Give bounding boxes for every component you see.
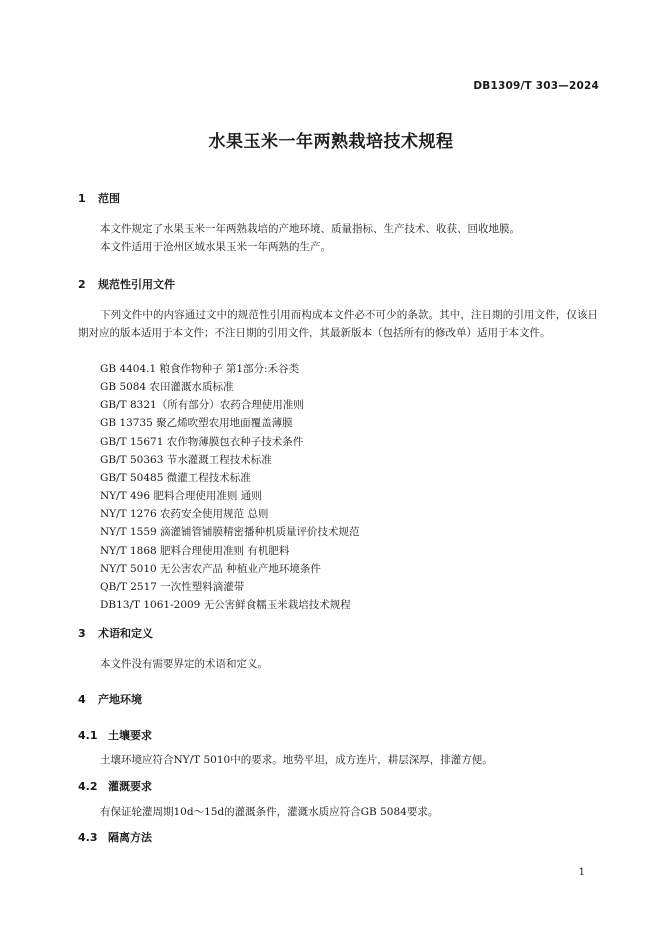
scope-paragraph-1: 本文件规定了水果玉米一年两熟栽培的产地环境、质量指标、生产技术、收获、回收地膜。	[100, 223, 520, 235]
reference-item: DB13/T 1061-2009 无公害鲜食糯玉米栽培技术规程	[100, 599, 351, 612]
section-title: 规范性引用文件	[98, 278, 175, 291]
section-title: 范围	[98, 192, 120, 205]
subsection-number: 4.2	[78, 780, 98, 793]
section-number: 4	[78, 693, 86, 706]
subsection-title: 灌溉要求	[108, 780, 152, 793]
reference-item: GB/T 50363 节水灌溉工程技术标准	[100, 453, 272, 466]
subsection-title: 土壤要求	[108, 729, 152, 742]
subsection-number: 4.3	[78, 831, 98, 844]
terms-paragraph: 本文件没有需要界定的术语和定义。	[100, 658, 268, 670]
section-heading-scope	[78, 190, 120, 206]
section-number: 1	[78, 192, 86, 205]
subsection-number: 4.1	[78, 729, 98, 742]
irrigation-paragraph: 有保证轮灌周期10d～15d的灌溉条件，灌溉水质应符合GB 5084要求。	[100, 806, 439, 818]
reference-item: GB 13735 聚乙烯吹塑农用地面覆盖薄膜	[100, 417, 293, 430]
section-number: 2	[78, 278, 86, 291]
subsection-heading-irrigation	[78, 778, 152, 794]
section-heading-references	[78, 276, 175, 292]
soil-paragraph: 土壤环境应符合NY/T 5010中的要求。地势平坦，成方连片，耕层深厚，排灌方便。	[100, 754, 493, 766]
reference-item: GB 5084 农田灌溉水质标准	[100, 381, 234, 394]
document-title: 水果玉米一年两熟栽培技术规程	[208, 132, 454, 152]
references-intro: 下列文件中的内容通过文中的规范性引用而构成本文件必不可少的条款。其中，注日期的引用文件，仅该日期对应的版本适用于本文件；不注日期的引用文件，其最新版本（包括所有的修改单）适用于本文件。	[78, 309, 598, 339]
section-number: 3	[78, 627, 86, 640]
reference-item: GB 4404.1 粮食作物种子 第1部分:禾谷类	[100, 363, 300, 375]
reference-item: NY/T 1276 农药安全使用规范 总则	[100, 508, 269, 521]
reference-item: NY/T 1559 滴灌铺管铺膜精密播种机质量评价技术规范	[100, 526, 360, 539]
section-heading-environment	[78, 691, 142, 707]
standard-code: DB1309/T 303—2024	[473, 80, 599, 92]
subsection-heading-isolation	[78, 829, 152, 845]
reference-list	[100, 360, 360, 614]
reference-item: GB/T 8321（所有部分）农药合理使用准则	[100, 399, 304, 412]
reference-item: NY/T 496 肥料合理使用准则 通则	[100, 490, 262, 503]
reference-item: NY/T 5010 无公害农产品 种植业产地环境条件	[100, 562, 321, 575]
reference-item: NY/T 1868 肥料合理使用准则 有机肥料	[100, 544, 290, 557]
scope-paragraph-2: 本文件适用于沧州区域水果玉米一年两熟的生产。	[100, 241, 331, 253]
section-title: 术语和定义	[98, 627, 153, 640]
section-heading-terms	[78, 625, 153, 641]
subsection-title: 隔离方法	[108, 831, 152, 844]
subsection-heading-soil	[78, 727, 152, 743]
page-number: 1	[578, 867, 585, 878]
section-title: 产地环境	[98, 693, 142, 706]
reference-item: GB/T 15671 农作物薄膜包衣种子技术条件	[100, 435, 304, 448]
reference-item: GB/T 50485 微灌工程技术标准	[100, 471, 251, 484]
reference-item: QB/T 2517 一次性塑料滴灌带	[100, 580, 245, 593]
